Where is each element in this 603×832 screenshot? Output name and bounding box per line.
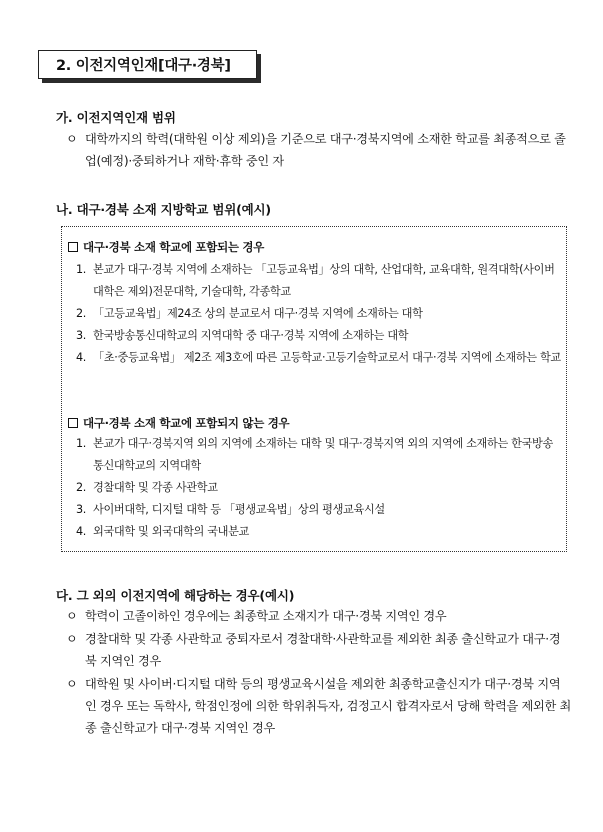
bullet-mark: ㅇ (66, 677, 78, 691)
excluded-heading-text: 대구·경북 소재 학교에 포함되지 않는 경우 (83, 416, 290, 430)
item-number: 3. (76, 329, 86, 342)
bullet-text: 경찰대학 및 각종 사관학교 중퇴자로서 경찰대학·사관학교를 제외한 최종 출신학교가 대구·경북 지역인 경우 (85, 632, 561, 668)
excluded-item (76, 499, 562, 521)
item-number: 2. (76, 307, 86, 320)
item-number: 2. (76, 481, 86, 494)
da-bullet-item (66, 605, 571, 627)
item-text: 「고등교육법」제24조 상의 분교로서 대구·경북 지역에 소재하는 대학 (93, 307, 423, 320)
excluded-item (76, 433, 562, 477)
item-text: 본교가 대구·경북지역 외의 지역에 소재하는 대학 및 대구·경북지역 외의 지역에 소재하는 한국방송통신대학교의 지역대학 (93, 437, 553, 472)
item-number: 4. (76, 351, 86, 364)
included-item (76, 303, 562, 325)
included-heading-text: 대구·경북 소재 학교에 포함되는 경우 (83, 240, 265, 254)
item-text: 외국대학 및 외국대학의 국내분교 (93, 525, 250, 538)
da-bullet-item (66, 628, 571, 672)
example-box (61, 226, 567, 552)
excluded-heading (68, 415, 289, 431)
heading-ga: 가. 이전지역인재 범위 (56, 110, 176, 125)
included-item (76, 347, 562, 369)
included-heading (68, 239, 264, 255)
item-text: 「초·중등교육법」 제2조 제3호에 따른 고등학교·고등기술학교로서 대구·경북 지역에 소재하는 학교 (93, 351, 561, 364)
da-bullet-item (66, 673, 571, 739)
ga-bullet-item (66, 128, 571, 172)
checkbox-icon (68, 418, 78, 428)
bullet-text: 대학까지의 학력(대학원 이상 제외)을 기준으로 대구·경북지역에 소재한 학교를 최종적으로 졸업(예정)·중퇴하거나 재학·휴학 중인 자 (85, 132, 566, 168)
heading-da: 다. 그 외의 이전지역에 해당하는 경우(예시) (56, 588, 295, 603)
checkbox-icon (68, 242, 78, 252)
item-text: 한국방송통신대학교의 지역대학 중 대구·경북 지역에 소재하는 대학 (93, 329, 409, 342)
bullet-mark: ㅇ (66, 609, 78, 623)
section-title: 2. 이전지역인재[대구·경북] (38, 50, 257, 79)
item-number: 3. (76, 503, 86, 516)
item-number: 1. (76, 263, 86, 276)
section-title-frame (38, 50, 257, 79)
bullet-text: 학력이 고졸이하인 경우에는 최종학교 소재지가 대구·경북 지역인 경우 (85, 609, 447, 623)
excluded-item (76, 477, 562, 499)
item-text: 경찰대학 및 각종 사관학교 (93, 481, 218, 494)
item-text: 본교가 대구·경북 지역에 소재하는 「고등교육법」상의 대학, 산업대학, 교육대학, 원격대학(사이버대학은 제외)전문대학, 기술대학, 각종학교 (93, 263, 555, 298)
included-item (76, 325, 562, 347)
item-text: 사이버대학, 디지털 대학 등 「평생교육법」상의 평생교육시설 (93, 503, 385, 516)
item-number: 4. (76, 525, 86, 538)
included-item (76, 259, 562, 303)
bullet-mark: ㅇ (66, 132, 78, 146)
bullet-text: 대학원 및 사이버·디지털 대학 등의 평생교육시설을 제외한 최종학교출신지가 대구·경북 지역인 경우 또는 독학사, 학점인정에 의한 학위취득자, 검정고시 합격자로서 당해 학력을 제외한 최종 출신학교가 대구·경북 지역인 경우 (85, 677, 572, 735)
heading-na: 나. 대구·경북 소재 지방학교 범위(예시) (56, 202, 271, 217)
excluded-item (76, 521, 562, 543)
item-number: 1. (76, 437, 86, 450)
bullet-mark: ㅇ (66, 632, 78, 646)
